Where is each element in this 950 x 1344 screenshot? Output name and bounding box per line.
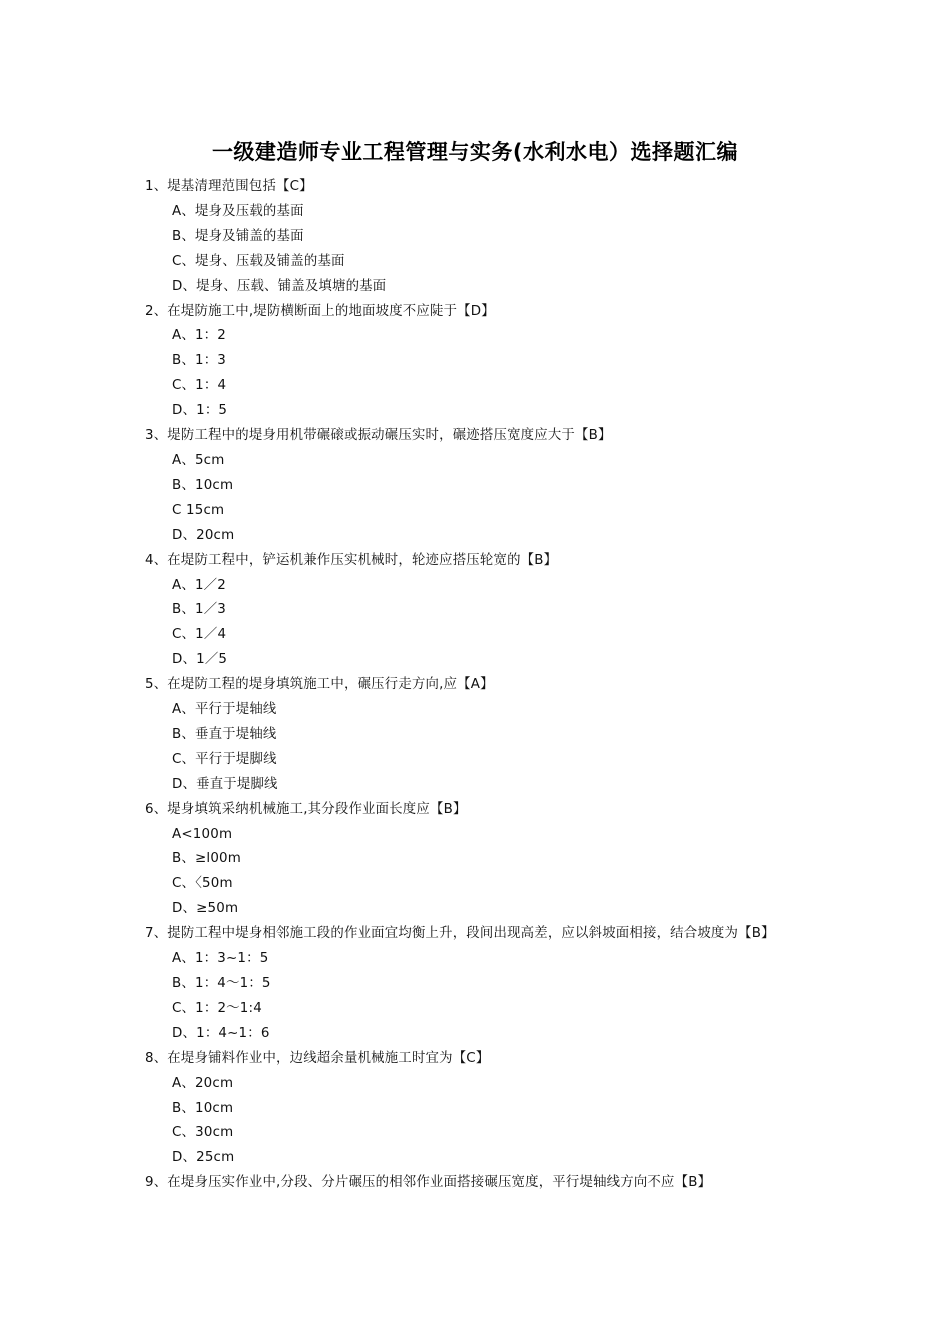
option-b: B、垂直于堤轴线 bbox=[172, 726, 277, 742]
option-a: A、1：3~1：5 bbox=[172, 951, 269, 967]
option-b: B、10cm bbox=[172, 1100, 234, 1116]
option-d: D、25cm bbox=[172, 1150, 235, 1166]
question-text: 1、堤基清理范围包括【C】 bbox=[145, 179, 313, 194]
option-a: A、堤身及压载的基面 bbox=[172, 203, 304, 219]
option-b: B、堤身及铺盖的基面 bbox=[172, 228, 304, 244]
option-a: A、平行于堤轴线 bbox=[172, 702, 277, 718]
option-d: D、≥50m bbox=[172, 901, 239, 917]
question-text: 2、在堤防施工中,堤防横断面上的地面坡度不应陡于【D】 bbox=[145, 303, 495, 319]
question-7 bbox=[145, 922, 810, 1047]
question-text: 6、堤身填筑采纳机械施工,其分段作业面长度应【B】 bbox=[145, 801, 467, 817]
option-c: C、堤身、压载及铺盖的基面 bbox=[172, 253, 345, 269]
question-4 bbox=[145, 549, 810, 674]
option-c: C、1：2～1:4 bbox=[172, 1000, 262, 1016]
option-d: D、20cm bbox=[172, 527, 235, 543]
option-c: C、〈50m bbox=[172, 876, 233, 892]
option-b: B、≥l00m bbox=[172, 851, 242, 867]
option-d: D、堤身、压载、铺盖及填塘的基面 bbox=[172, 278, 387, 294]
question-text: 5、在堤防工程的堤身填筑施工中，碾压行走方向,应【A】 bbox=[145, 677, 494, 693]
option-c: C、1／4 bbox=[172, 627, 227, 643]
question-6 bbox=[145, 798, 810, 923]
option-c: C、1：4 bbox=[172, 378, 227, 394]
option-a: A、1：2 bbox=[172, 328, 226, 344]
option-d: D、1／5 bbox=[172, 652, 228, 668]
option-c: C、30cm bbox=[172, 1125, 234, 1141]
question-8 bbox=[145, 1047, 810, 1172]
option-d: D、1：5 bbox=[172, 403, 228, 419]
question-text: 7、提防工程中堤身相邻施工段的作业面宜均衡上升，段间出现高差，应以斜坡面相接，结合坡度为【B】 bbox=[145, 926, 775, 942]
option-a: A、5cm bbox=[172, 452, 225, 468]
question-9 bbox=[145, 1171, 810, 1196]
question-text: 9、在堤身压实作业中,分段、分片碾压的相邻作业面搭接碾压宽度，平行堤轴线方向不应【B】 bbox=[145, 1175, 712, 1191]
option-b: B、1／3 bbox=[172, 602, 227, 618]
option-b: B、1：3 bbox=[172, 353, 227, 369]
option-a: A<100m bbox=[172, 826, 233, 842]
option-b: B、10cm bbox=[172, 477, 234, 493]
option-c: C、平行于堤脚线 bbox=[172, 751, 277, 767]
option-d: D、1：4~1：6 bbox=[172, 1025, 270, 1041]
question-2 bbox=[145, 300, 810, 425]
option-a: A、20cm bbox=[172, 1075, 234, 1091]
option-a: A、1／2 bbox=[172, 577, 226, 593]
question-text: 3、堤防工程中的堤身用机带碾磙或振动碾压实时，碾迹搭压宽度应大于【B】 bbox=[145, 428, 612, 444]
question-1 bbox=[145, 175, 810, 300]
document-title: 一级建造师专业工程管理与实务(水利水电）选择题汇编 bbox=[211, 140, 739, 164]
question-3 bbox=[145, 424, 810, 549]
option-b: B、1：4～1：5 bbox=[172, 976, 271, 991]
option-c: C 15cm bbox=[172, 502, 225, 518]
question-5 bbox=[145, 673, 810, 798]
question-text: 8、在堤身铺料作业中，边线超余量机械施工时宜为【C】 bbox=[145, 1050, 490, 1066]
question-list bbox=[145, 175, 810, 1196]
question-text: 4、在堤防工程中，铲运机兼作压实机械时，轮迹应搭压轮宽的【B】 bbox=[145, 552, 558, 568]
option-d: D、垂直于堤脚线 bbox=[172, 776, 278, 792]
